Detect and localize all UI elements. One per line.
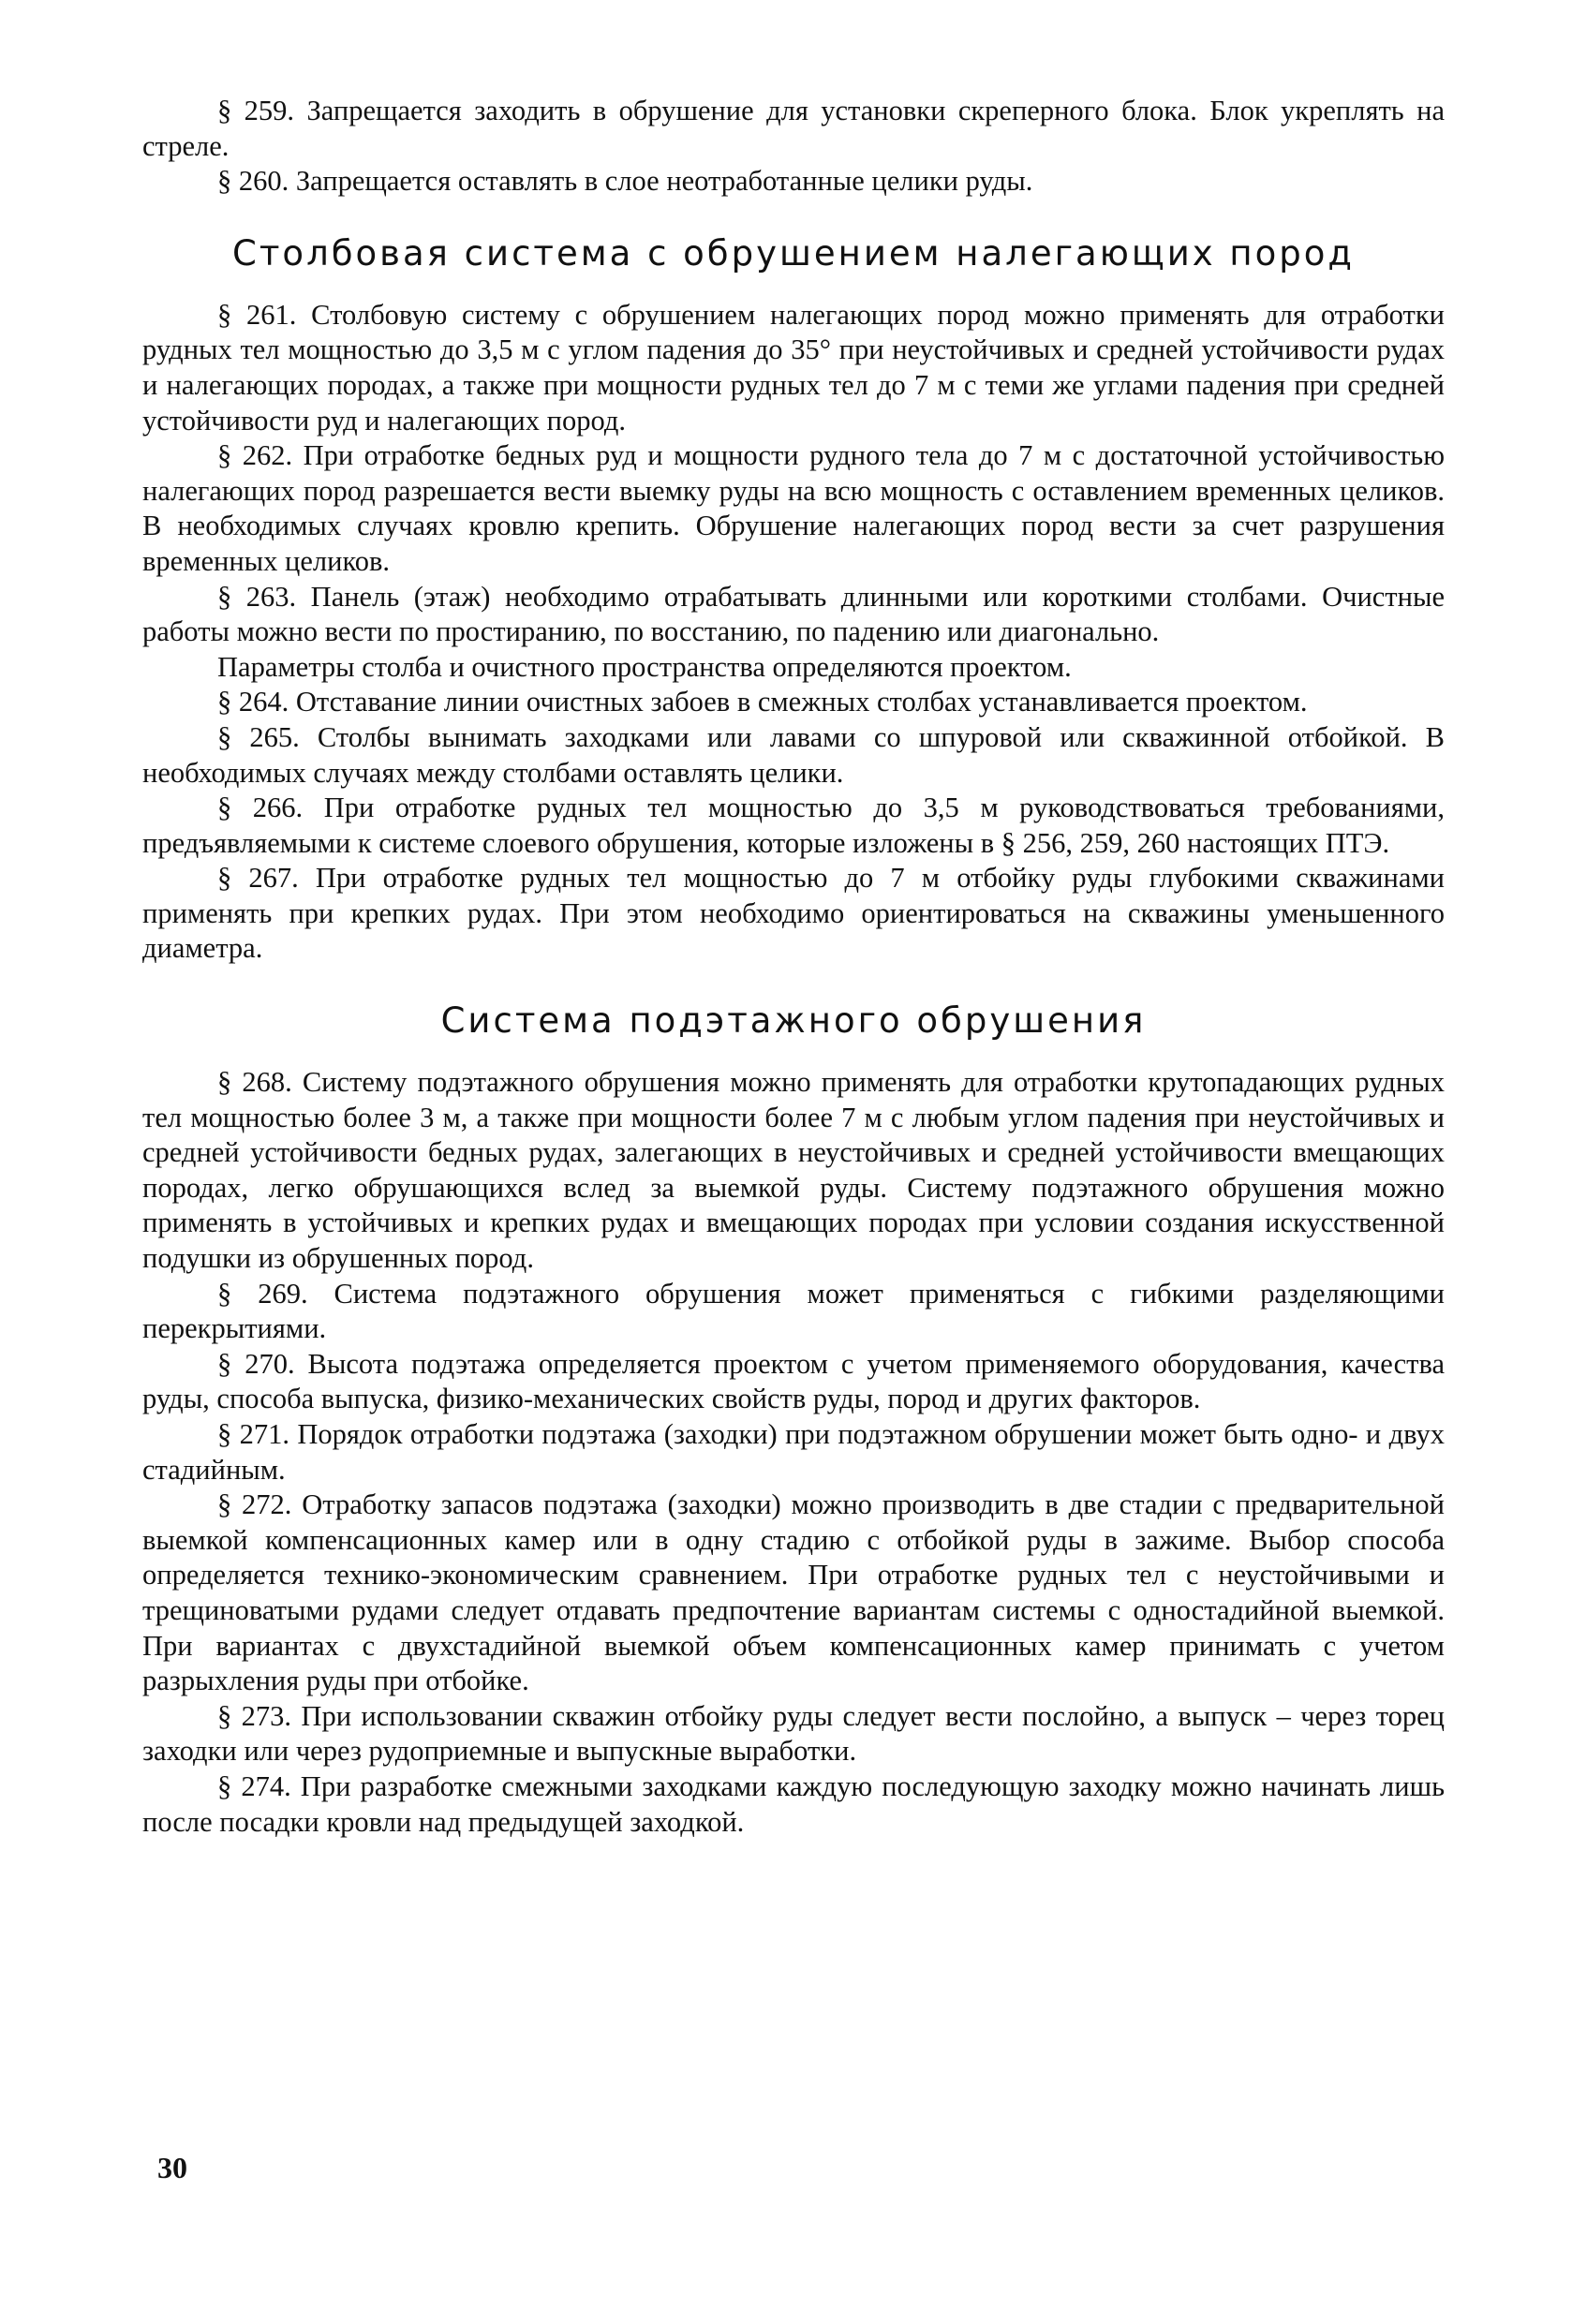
paragraph-261: § 261. Столбовую систему с обрушением налегающих пород можно применять для отработки рудных тел мощностью до 3,5 м с углом падения до 35° при неустойчивых и средней устойчивости рудах и налегающих породах, а также при мощности рудных тел до 7 м с теми же углами падения при средней устойчивости руд и налегающих пород.: [142, 298, 1445, 437]
paragraph-266: § 266. При отработке рудных тел мощностью до 3,5 м руководствоваться требованиями, предъявляемыми к системе слоевого обрушения, которые изложены в § 256, 259, 260 настоящих ПТЭ.: [142, 792, 1445, 859]
paragraph-274: § 274. При разработке смежными заходками каждую последующую заходку можно начинать лишь после посадки кровли над предыдущей заходкой.: [142, 1769, 1445, 1838]
paragraph-273: § 273. При использовании скважин отбойку руды следует вести послойно, а выпуск – через торец заходки или через рудоприемные и выпускные выработки.: [142, 1699, 1445, 1768]
paragraph-267: § 267. При отработке рудных тел мощностью до 7 м отбойку руды глубокими скважинами применять при крепких рудах. При этом необходимо ориентироваться на скважины уменьшенного диаметра.: [142, 862, 1445, 965]
paragraph-263-parameters: Параметры столба и очистного пространства определяются проектом.: [217, 650, 1072, 683]
section-heading-sublevel-caving: Система подэтажного обрушения: [440, 1000, 1147, 1042]
paragraph-265: § 265. Столбы вынимать заходками или лавами со шпуровой или скважинной отбойкой. В необходимых случаях между столбами оставлять целики.: [142, 720, 1445, 789]
section-heading-pillar-system: Столбовая система с обрушением налегающих пород: [232, 232, 1355, 274]
paragraph-260: § 260. Запрещается оставлять в слое неотработанные целики руды.: [217, 165, 1033, 198]
page-content: [142, 94, 1445, 1840]
paragraph-268: § 268. Систему подэтажного обрушения можно применять для отработки крутопадающих рудных тел мощностью более 3 м, а также при мощности более 7 м с любым углом падения при неустойчивых и средней устойчивости бедных рудах, залегающих в неустойчивых и средней устойчивости вмещающих породах, легко обрушающихся вслед за выемкой руды. Систему подэтажного обрушения можно применять в устойчивых и крепких рудах и вмещающих породах при условии создания искусственной подушки из обрушенных пород.: [142, 1066, 1445, 1275]
paragraph-270: § 270. Высота подэтажа определяется проектом с учетом применяемого оборудования, качества руды, способа выпуска, физико-механических свойств руды, пород и других факторов.: [142, 1347, 1445, 1415]
page-number: 30: [157, 2151, 187, 2184]
paragraph-272: § 272. Отработку запасов подэтажа (заходки) можно производить в две стадии с предварительной выемкой компенсационных камер или в одну стадию с отбойкой руды в зажиме. Выбор способа определяется технико-экономическим сравнением. При отработке рудных тел с неустойчивыми и трещиноватыми рудами следует отдавать предпочтение вариантам системы с одностадийной выемкой. При вариантах с двухстадийной выемкой объем компенсационных камер принимать с учетом разрыхления руды при отбойке.: [142, 1488, 1445, 1697]
paragraph-262: § 262. При отработке бедных руд и мощности рудного тела до 7 м с достаточной устойчивостью налегающих пород разрешается вести выемку руды на всю мощность с оставлением временных целиков. В необходимых случаях кровлю крепить. Обрушение налегающих пород вести за счет разрушения временных целиков.: [142, 439, 1445, 577]
paragraph-264: § 264. Отставание линии очистных забоев в смежных столбах устанавливается проектом.: [217, 686, 1308, 718]
paragraph-259: § 259. Запрещается заходить в обрушение для установки скреперного блока. Блок укреплять на стреле.: [142, 95, 1445, 162]
paragraph-263: § 263. Панель (этаж) необходимо отрабатывать длинными или короткими столбами. Очистные работы можно вести по простиранию, по восстанию, по падению или диагонально.: [142, 580, 1445, 648]
paragraph-269: § 269. Система подэтажного обрушения может применяться с гибкими разделяющими перекрытиями.: [142, 1277, 1445, 1345]
paragraph-271: § 271. Порядок отработки подэтажа (заходки) при подэтажном обрушении может быть одно- и двух стадийным.: [142, 1418, 1445, 1486]
